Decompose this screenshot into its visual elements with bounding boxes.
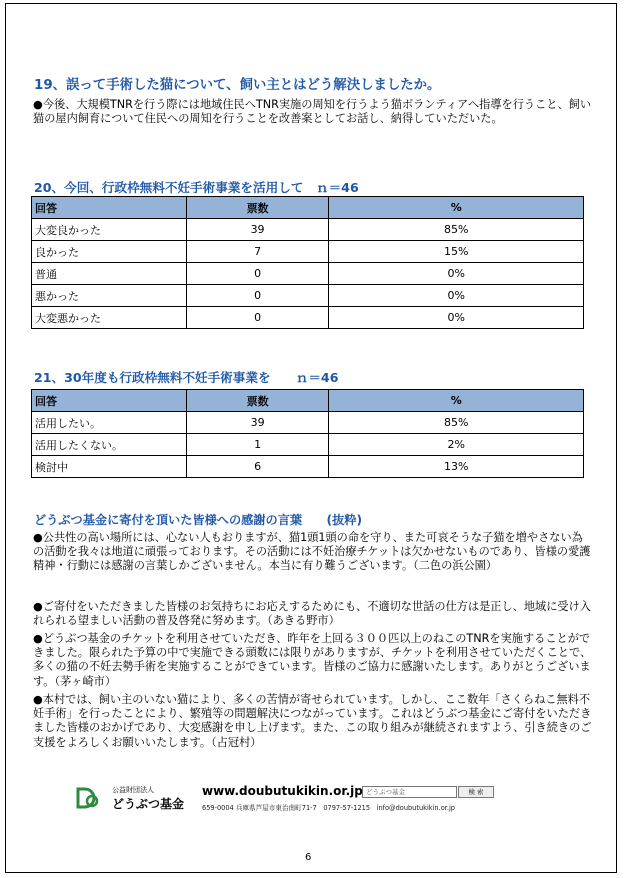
footer-search-button[interactable]: 検 索 (458, 786, 494, 798)
percent-cell: 13% (329, 456, 584, 478)
thanks-message: ●ご寄付をいただきました皆様のお気持ちにお応えするためにも、不適切な世話の仕方は是正し、地域に受け入れられる望ましい活動の普及啓発に努めます。（あきる野市） (33, 600, 591, 628)
q19-heading: 19、誤って手術した猫について、飼い主とはどう解決しましたか。 (34, 78, 441, 93)
q21-heading: 21、30年度も行政枠無料不妊手術事業を ｎ＝46 (34, 370, 339, 385)
thanks-message: ●どうぶつ基金のチケットを利用させていただき、昨年を上回る３００匹以上のねこのTNRを実施することができました。限られた予算の中で実施できる頭数には限りがありますが、チケットを利用させていただくことで、多くの猫の不妊去勢手術を実施することができています。皆様のご協力に感謝いたします。ありがとうございます。（茅ヶ崎市） (33, 632, 592, 688)
percent-cell: 85% (329, 412, 584, 434)
table-row (32, 241, 584, 263)
answer-cell: 大変良かった (32, 219, 187, 241)
votes-cell: 1 (186, 434, 329, 456)
table-row (32, 285, 584, 307)
percent-cell: 15% (329, 241, 584, 263)
table-header-row (32, 390, 584, 412)
column-header-votes: 票数 (186, 390, 329, 412)
percent-cell: 2% (329, 434, 584, 456)
page-number: 6 (305, 852, 312, 863)
logo-corp-type: 公益財団法人 (112, 786, 154, 794)
votes-cell: 0 (186, 263, 329, 285)
table-row (32, 307, 584, 329)
column-header-percent: % (329, 390, 584, 412)
table-row (32, 456, 584, 478)
answer-cell: 良かった (32, 241, 187, 263)
votes-cell: 39 (186, 219, 329, 241)
table-row (32, 412, 584, 434)
votes-cell: 0 (186, 285, 329, 307)
column-header-answer: 回答 (32, 197, 187, 219)
answer-cell: 大変悪かった (32, 307, 187, 329)
footer-address: 659-0004 兵庫県芦屋市東治南町71-7 0797-57-1215 info@doubutukikin.or.jp (202, 804, 455, 812)
thanks-message: ●本村では、飼い主のいない猫により、多くの苦情が寄せられています。しかし、ここ数年「さくらねこ無料不妊手術」を行ったことにより、繁殖等の問題解決につながっています。これはどうぶつ基金にご寄付をいただきました皆様のおかげであり、大変感謝を申し上げます。また、この取り組みが継続されますよう、引き続きのご支援をよろしくお願いいたします。（占冠村） (33, 693, 592, 749)
q20-table (31, 196, 584, 329)
answer-cell: 活用したい。 (32, 412, 187, 434)
percent-cell: 0% (329, 307, 584, 329)
percent-cell: 0% (329, 263, 584, 285)
thanks-message: ●公共性の高い場所には、心ない人もおりますが、猫1頭1頭の命を守り、また可哀そうな子猫を増やさない為の活動を我々は地道に頑張っております。その活動には不妊治療チケットは欠かせないものであり、皆様の愛護精神・行動には感謝の言葉しかございません。本当に有り難うございます。（二色の浜公園） (33, 531, 591, 573)
q19-answer: ●今後、大規模TNRを行う際には地域住民へTNR実施の周知を行うよう猫ボランティアへ指導を行うこと、飼い猫の屋内飼育について住民への周知を行うことを改善案としてお話し、納得していただいた。 (33, 98, 592, 126)
percent-cell: 85% (329, 219, 584, 241)
logo-icon (75, 786, 99, 810)
footer-search-input[interactable]: どうぶつ基金 (362, 786, 457, 798)
votes-cell: 0 (186, 307, 329, 329)
table-row (32, 434, 584, 456)
answer-cell: 悪かった (32, 285, 187, 307)
q21-table (31, 389, 584, 478)
column-header-percent: % (329, 197, 584, 219)
table-header-row (32, 197, 584, 219)
votes-cell: 7 (186, 241, 329, 263)
column-header-answer: 回答 (32, 390, 187, 412)
percent-cell: 0% (329, 285, 584, 307)
column-header-votes: 票数 (186, 197, 329, 219)
answer-cell: 活用したくない。 (32, 434, 187, 456)
votes-cell: 39 (186, 412, 329, 434)
logo-org-name: どうぶつ基金 (112, 797, 185, 811)
answer-cell: 普通 (32, 263, 187, 285)
footer-url-link[interactable]: www.doubutukikin.or.jp (202, 784, 363, 798)
table-row (32, 219, 584, 241)
table-row (32, 263, 584, 285)
votes-cell: 6 (186, 456, 329, 478)
q20-heading: 20、今回、行政枠無料不妊手術事業を活用して ｎ＝46 (34, 180, 359, 195)
footer-banner (70, 783, 512, 813)
answer-cell: 検討中 (32, 456, 187, 478)
thanks-heading: どうぶつ基金に寄付を頂いた皆様への感謝の言葉 (抜粋) (34, 513, 363, 527)
